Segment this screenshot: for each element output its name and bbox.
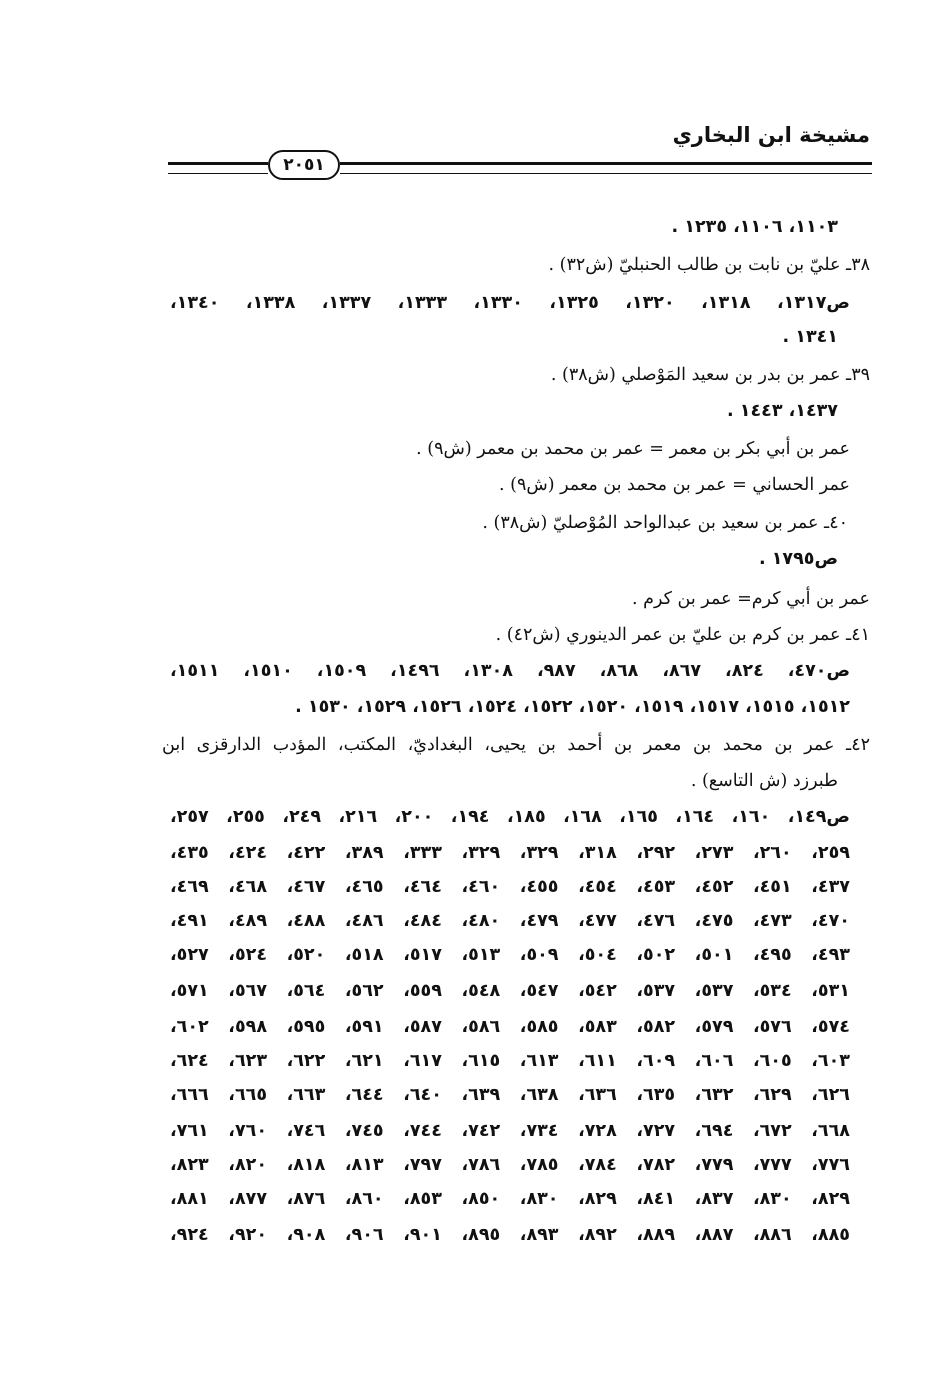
text-line: ص٤٧٠، ٨٢٤، ٨٦٧، ٨٦٨، ٩٨٧، ١٣٠٨، ١٤٩٦، ١٥٠٩، ١٥١٠، ١٥١١،	[170, 661, 851, 681]
text-line: ص١٧٩٥ .	[758, 549, 838, 569]
text-line: عمر الحساني = عمر بن محمد بن معمر (ش٩) .	[499, 475, 850, 495]
running-header-title: مشيخة ابن البخاري	[672, 123, 870, 147]
text-line: ٤٠ـ عمر بن سعيد بن عبدالواحد المُوْصليّ (ش٣٨) .	[482, 513, 848, 533]
text-line: ٤٧٠، ٤٧٣، ٤٧٥، ٤٧٦، ٤٧٧، ٤٧٩، ٤٨٠، ٤٨٤، ٤٨٦، ٤٨٨، ٤٨٩، ٤٩١،	[170, 911, 850, 931]
text-line: طبرزد (ش التاسع) .	[690, 771, 838, 791]
text-line: ٣٨ـ عليّ بن نابت بن طالب الحنبليّ (ش٣٢) .	[548, 255, 870, 275]
text-line: ١٣٤١ .	[782, 327, 838, 347]
text-line: ٤١ـ عمر بن كرم بن عليّ بن عمر الدينوري (ش٤٢) .	[495, 625, 870, 645]
text-line: ٧٧٦، ٧٧٧، ٧٧٩، ٧٨٢، ٧٨٤، ٧٨٥، ٧٨٦، ٧٩٧، ٨١٣، ٨١٨، ٨٢٠، ٨٢٣،	[170, 1155, 850, 1175]
text-line: ١٥١٢، ١٥١٥، ١٥١٧، ١٥١٩، ١٥٢٠، ١٥٢٢، ١٥٢٤، ١٥٢٦، ١٥٢٩، ١٥٣٠ .	[295, 697, 850, 717]
text-line: عمر بن أبي كرم= عمر بن كرم .	[632, 589, 870, 609]
text-line: ٤٩٣، ٤٩٥، ٥٠١، ٥٠٢، ٥٠٤، ٥٠٩، ٥١٣، ٥١٧، ٥١٨، ٥٢٠، ٥٢٤، ٥٢٧،	[170, 945, 850, 965]
text-line: عمر بن أبي بكر بن معمر = عمر بن محمد بن معمر (ش٩) .	[416, 439, 850, 459]
header-rule-left	[168, 162, 268, 174]
text-line: ٣٩ـ عمر بن بدر بن سعيد المَوْصلي (ش٣٨) .	[550, 365, 870, 385]
text-line: ٦٦٨، ٦٧٢، ٦٩٤، ٧٢٧، ٧٢٨، ٧٣٤، ٧٤٢، ٧٤٤، ٧٤٥، ٧٤٦، ٧٦٠، ٧٦١،	[170, 1121, 850, 1141]
text-line: ٦٠٣، ٦٠٥، ٦٠٦، ٦٠٩، ٦١١، ٦١٣، ٦١٥، ٦١٧، ٦٢١، ٦٢٢، ٦٢٣، ٦٢٤،	[170, 1051, 850, 1071]
text-line: ٤٣٧، ٤٥١، ٤٥٢، ٤٥٣، ٤٥٤، ٤٥٥، ٤٦٠، ٤٦٤، ٤٦٥، ٤٦٧، ٤٦٨، ٤٦٩،	[170, 877, 850, 897]
text-line: ١٤٣٧، ١٤٤٣ .	[727, 401, 838, 421]
text-line: ٥٣١، ٥٣٤، ٥٣٧، ٥٣٧، ٥٤٢، ٥٤٧، ٥٤٨، ٥٥٩، ٥٦٢، ٥٦٤، ٥٦٧، ٥٧١،	[170, 981, 850, 1001]
text-line: ٤٢ـ عمر بن محمد بن معمر بن أحمد بن يحيى، البغداديّ، المكتب، المؤدب الدارقزى ابن	[162, 735, 870, 755]
text-line: ص١٣١٧، ١٣١٨، ١٣٢٠، ١٣٢٥، ١٣٣٠، ١٣٣٣، ١٣٣٧، ١٣٣٨، ١٣٤٠،	[170, 293, 850, 313]
page-number-badge: ٢٠٥١	[268, 150, 340, 180]
text-line: ٥٧٤، ٥٧٦، ٥٧٩، ٥٨٢، ٥٨٣، ٥٨٥، ٥٨٦، ٥٨٧، ٥٩١، ٥٩٥، ٥٩٨، ٦٠٢،	[170, 1017, 850, 1037]
header-rule-right	[340, 162, 872, 174]
text-line: ٢٥٩، ٢٦٠، ٢٧٣، ٢٩٢، ٣١٨، ٣٢٩، ٣٢٩، ٣٣٣، ٣٨٩، ٤٢٢، ٤٢٤، ٤٣٥،	[170, 843, 850, 863]
text-line: ٦٢٦، ٦٢٩، ٦٣٢، ٦٣٥، ٦٣٦، ٦٣٨، ٦٣٩، ٦٤٠، ٦٤٤، ٦٦٣، ٦٦٥، ٦٦٦،	[170, 1085, 850, 1105]
text-line: ٨٨٥، ٨٨٦، ٨٨٧، ٨٨٩، ٨٩٢، ٨٩٣، ٨٩٥، ٩٠١، ٩٠٦، ٩٠٨، ٩٢٠، ٩٢٤،	[170, 1225, 850, 1245]
text-line: ١١٠٣، ١١٠٦، ١٢٣٥ .	[671, 217, 838, 237]
text-line: ٨٢٩، ٨٣٠، ٨٣٧، ٨٤١، ٨٢٩، ٨٣٠، ٨٥٠، ٨٥٣، ٨٦٠، ٨٧٦، ٨٧٧، ٨٨١،	[170, 1189, 850, 1209]
text-line: ص١٤٩، ١٦٠، ١٦٤، ١٦٥، ١٦٨، ١٨٥، ١٩٤، ٢٠٠، ٢١٦، ٢٤٩، ٢٥٥، ٢٥٧،	[170, 807, 850, 827]
